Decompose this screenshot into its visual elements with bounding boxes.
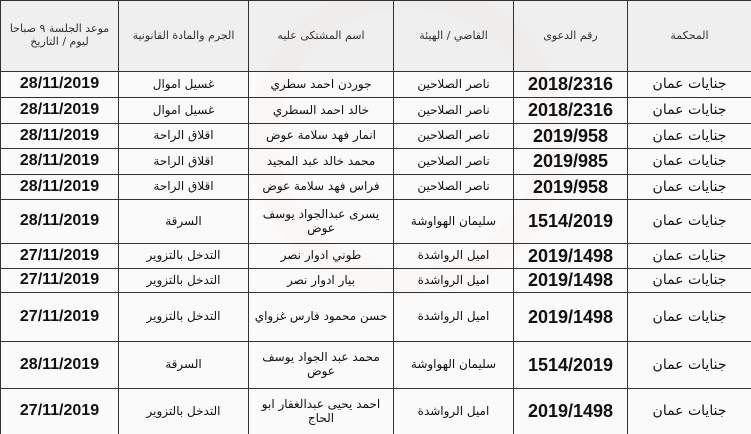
crime-cell: التدخل بالتزوير [119, 293, 249, 342]
case-number-cell: 2019/1498 [514, 293, 628, 342]
case-number-cell: 2019/1498 [514, 244, 628, 269]
table-row [1, 72, 751, 98]
court-cell: جنايات عمان [628, 244, 751, 269]
defendant-cell: يسرى عبدالجواد يوسف عوض [249, 200, 394, 244]
court-cell: جنايات عمان [628, 98, 751, 124]
table-row [1, 389, 751, 434]
table-row [1, 175, 751, 200]
defendant-cell: بيار ادوار نصر [249, 269, 394, 293]
header-court: المحكمة [628, 1, 751, 72]
judge-cell: ناصر الصلاحين [394, 149, 514, 175]
case-number-cell: 2019/985 [514, 149, 628, 175]
session-date-cell: 27/11/2019 [1, 293, 119, 342]
header-crime: الجرم والمادة القانونية [119, 1, 249, 72]
case-number-cell: 2019/1498 [514, 269, 628, 293]
court-cell: جنايات عمان [628, 389, 751, 434]
court-cell: جنايات عمان [628, 200, 751, 244]
crime-cell: السرقة [119, 342, 249, 389]
table-row [1, 269, 751, 293]
table-row [1, 293, 751, 342]
session-date-cell: 27/11/2019 [1, 269, 119, 293]
defendant-cell: طوني ادوار نصر [249, 244, 394, 269]
case-number-cell: 2018/2316 [514, 72, 628, 98]
judge-cell: ناصر الصلاحين [394, 72, 514, 98]
defendant-cell: انمار فهد سلامة عوض [249, 124, 394, 149]
case-number-cell: 1514/2019 [514, 342, 628, 389]
header-judge: القاضي / الهيئة [394, 1, 514, 72]
session-date-cell: 28/11/2019 [1, 342, 119, 389]
header-session-date: موعد الجلسة ٩ صباحا ليوم / التاريخ [1, 1, 119, 72]
court-cell: جنايات عمان [628, 72, 751, 98]
judge-cell: سليمان الهواوشة [394, 200, 514, 244]
session-date-cell: 28/11/2019 [1, 124, 119, 149]
defendant-cell: حسن محمود فارس غزواي [249, 293, 394, 342]
judge-cell: اميل الرواشدة [394, 244, 514, 269]
session-date-cell: 28/11/2019 [1, 149, 119, 175]
session-date-cell: 27/11/2019 [1, 244, 119, 269]
judge-cell: ناصر الصلاحين [394, 175, 514, 200]
defendant-cell: خالد احمد السطري [249, 98, 394, 124]
table-row [1, 124, 751, 149]
judge-cell: اميل الرواشدة [394, 269, 514, 293]
defendant-cell: محمد خالد عبد المجيد [249, 149, 394, 175]
crime-cell: اقلاق الراحة [119, 175, 249, 200]
court-cell: جنايات عمان [628, 269, 751, 293]
crime-cell: التدخل بالتزوير [119, 269, 249, 293]
header-defendant: اسم المشتكى عليه [249, 1, 394, 72]
case-number-cell: 2019/958 [514, 175, 628, 200]
defendant-cell: محمد عبد الجواد يوسف عوض [249, 342, 394, 389]
crime-cell: التدخل بالتزوير [119, 244, 249, 269]
table-row [1, 342, 751, 389]
judge-cell: ناصر الصلاحين [394, 124, 514, 149]
table-row [1, 200, 751, 244]
judge-cell: ناصر الصلاحين [394, 98, 514, 124]
judge-cell: اميل الرواشدة [394, 389, 514, 434]
table-row [1, 244, 751, 269]
crime-cell: اقلاق الراحة [119, 124, 249, 149]
court-cell: جنايات عمان [628, 342, 751, 389]
defendant-cell: احمد يحيى عبدالغفار ابو الحاج [249, 389, 394, 434]
case-number-cell: 2019/1498 [514, 389, 628, 434]
case-number-cell: 1514/2019 [514, 200, 628, 244]
crime-cell: التدخل بالتزوير [119, 389, 249, 434]
crime-cell: غسيل اموال [119, 72, 249, 98]
court-cell: جنايات عمان [628, 124, 751, 149]
session-date-cell: 27/11/2019 [1, 389, 119, 434]
defendant-cell: جوردن احمد سطري [249, 72, 394, 98]
crime-cell: غسيل اموال [119, 98, 249, 124]
judge-cell: اميل الرواشدة [394, 293, 514, 342]
case-number-cell: 2018/2316 [514, 98, 628, 124]
crime-cell: السرقة [119, 200, 249, 244]
session-date-cell: 28/11/2019 [1, 98, 119, 124]
crime-cell: اقلاق الراحة [119, 149, 249, 175]
session-date-cell: 28/11/2019 [1, 200, 119, 244]
court-cell: جنايات عمان [628, 149, 751, 175]
header-case-number: رقم الدعوى [514, 1, 628, 72]
table-row [1, 98, 751, 124]
table-row [1, 149, 751, 175]
judge-cell: سليمان الهواوشة [394, 342, 514, 389]
defendant-cell: فراس فهد سلامة عوض [249, 175, 394, 200]
court-cell: جنايات عمان [628, 175, 751, 200]
court-cell: جنايات عمان [628, 293, 751, 342]
session-date-cell: 28/11/2019 [1, 72, 119, 98]
case-number-cell: 2019/958 [514, 124, 628, 149]
header-row [1, 1, 751, 72]
session-date-cell: 28/11/2019 [1, 175, 119, 200]
